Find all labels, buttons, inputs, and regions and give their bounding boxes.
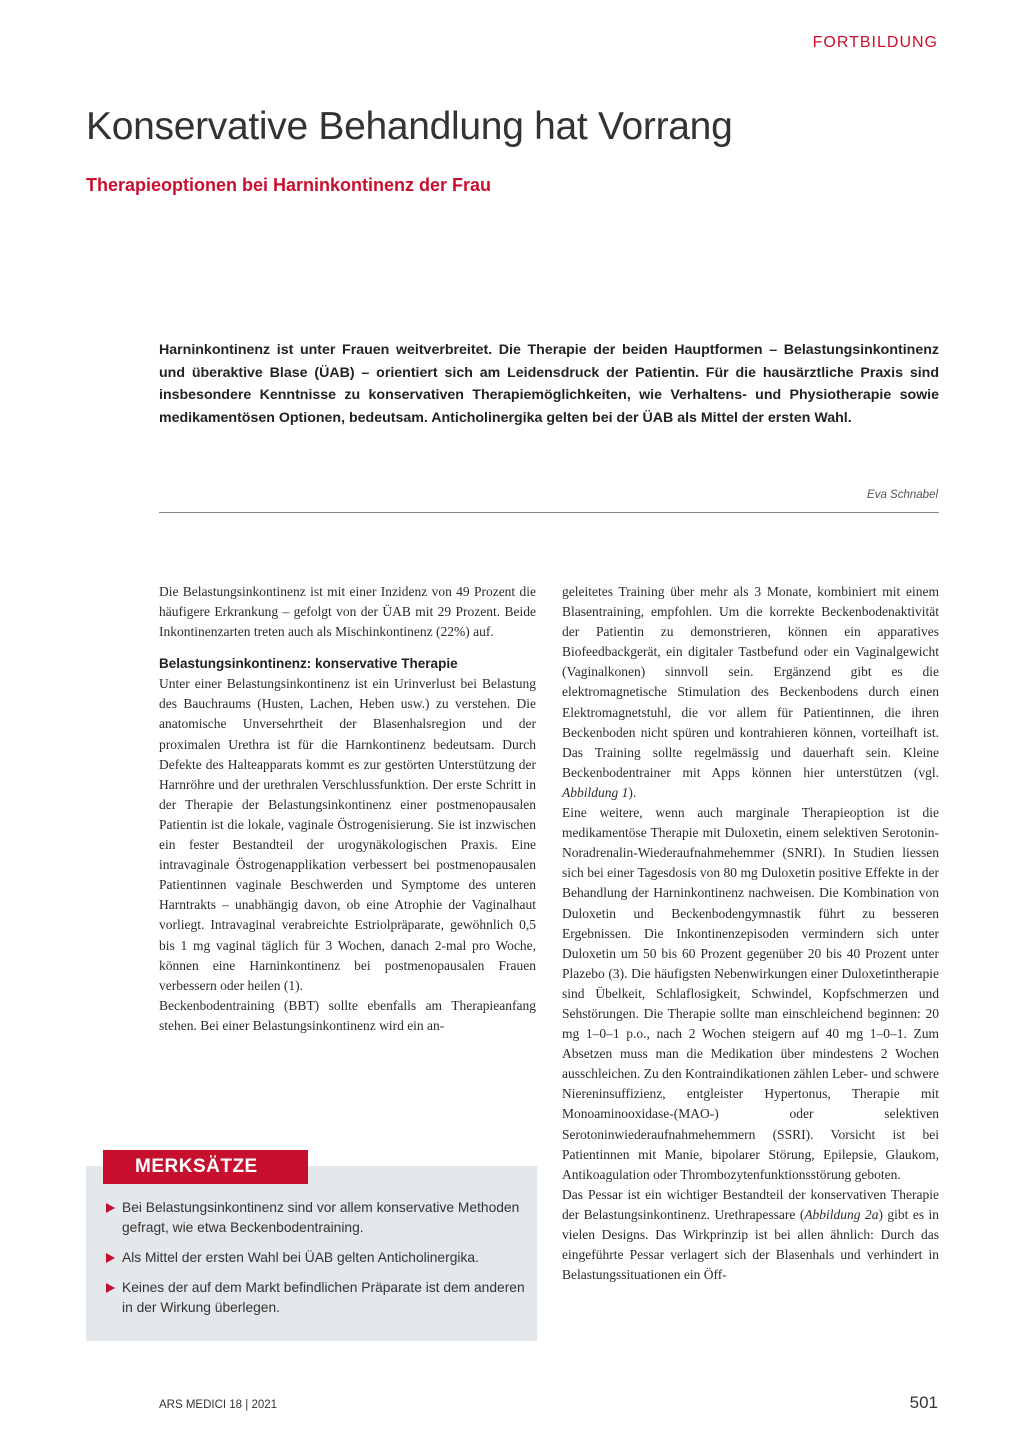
text-run: geleitetes Training über mehr als 3 Monate, kombiniert mit einem Blasentraining, empfohlen. Um die korrekte Beckenbodenaktivität der Patientin zu demonstrieren, können ein apparatives Biofeedbackgerät, ein digitaler Tastbefund oder ein Vaginalgewicht (Vaginalkonen) sinnvoll sein. Ergänzend gibt es die elektromagnetische Stimulation des Beckenbodens durch einen Elektromagnetstuhl, die vor allem für Patientinnen, die ihren Beckenboden nicht spüren und kontrahieren können, vorteilhaft ist. Das Training sollte regelmässig und dauerhaft sein. Kleine Beckenbodentrainer mit Apps können hier unterstützen (vgl. (562, 584, 939, 780)
text-run: Das Pessar ist ein wichtiger Bestandteil der konservativen Therapie der Belastungsinkontinenz. Urethrapessare ( (562, 1186, 939, 1222)
arrow-right-icon (106, 1253, 115, 1263)
divider-rule (159, 512, 939, 513)
body-paragraph: Beckenbodentraining (BBT) sollte ebenfalls am Therapieanfang stehen. Bei einer Belastungsinkontinenz wird ein an- (159, 997, 536, 1033)
arrow-right-icon (106, 1283, 115, 1293)
figure-reference[interactable]: Abbildung 1 (562, 784, 629, 800)
section-heading: Belastungsinkontinenz: konservative Therapie (159, 656, 458, 672)
article-subtitle: Therapieoptionen bei Harninkontinenz der Frau (86, 175, 492, 195)
list-item (106, 1248, 526, 1268)
intro-paragraph: Die Belastungsinkontinenz ist mit einer Inzidenz von 49 Prozent die häufigere Erkrankung – gefolgt von der ÜAB mit 29 Prozent. Beide Inkontinenzarten treten auch als Mischinkontinenz (22%) auf. (159, 584, 536, 640)
body-paragraph: Eine weitere, wenn auch marginale Therapieoption ist die medikamentöse Therapie mit Duloxetin, einem selektiven Serotonin-Noradrenalin-Wiederaufnahmehemmer (SNRI). In Studien liessen sich bei einer Tagesdosis von 80 mg Duloxetin positive Effekte in der Behandlung der Harninkontinenz nachweisen. Die Kombination von Duloxetin und Beckenbodengymnastik führt zu besseren Ergebnissen. Die Inkontinenzepisoden vermindern sich unter Duloxetin um 50 bis 60 Prozent gegenüber 20 bis 40 Prozent unter Plazebo (3). Die häufigsten Nebenwirkungen einer Duloxetintherapie sind Übelkeit, Schlaflosigkeit, Schwindel, Kopfschmerzen und Sehstörungen. Die Therapie sollte man einschleichend beginnen: 20 mg 1–0–1 p.o., nach 2 Wochen steigern auf 40 mg 1–0–1. Zum Absetzen muss man die Medikation über mindestens 2 Wochen ausschleichen. Zu den Kontraindikationen zählen Leber- und schwere Niereninsuffizienz, entgleister Hypertonus, Therapie mit Monoaminooxidase-(MAO-) oder selektiven Serotoninwiederaufnahmehemmern (SSRI). Vorsicht ist bei Patientinnen mit Manie, bipolarer Störung, Epilepsie, Glaukom, Antikoagulation oder Thrombozytenfunktionsstörung geboten. (562, 805, 939, 1182)
text-run: ). (628, 784, 637, 800)
body-paragraph: Unter einer Belastungsinkontinenz ist ein Urinverlust bei Belastung des Bauchraums (Husten, Lachen, Heben usw.) zu verstehen. Die anatomische Unversehrtheit der Blasenhalsregion und der proximalen Urethra ist für die Harnkontinenz bedeutsam. Durch Defekte des Halteapparats kommt es zur gestörten Unterstützung der Harnröhre und der urethralen Verschlussfunktion. Der erste Schritt in der Therapie der Belastungsinkontinenz einer postmenopausalen Patientin ist die lokale, vaginale Östrogenisierung. Sie ist inzwischen ein fester Bestandteil der urogynäkologischen Praxis. Eine intravaginale Östrogenapplikation verbessert bei postmenopausalen Patientinnen vaginale Beschwerden und Symptome des unteren Harntrakts – unabhängig davon, ob eine Atrophie der Vaginalhaut vorliegt. Intravaginal verabreichte Estriolpräparate, gewöhnlich 0,5 bis 1 mg vaginal täglich für 3 Wochen, danach 2-mal pro Woche, können eine Harninkontinenz bei postmenopausalen Frauen verbessern oder heilen (1). (159, 676, 536, 993)
journal-footer: ARS MEDICI 18 | 2021 (159, 1399, 278, 1411)
article-title: Konservative Behandlung hat Vorrang (86, 105, 733, 148)
author-name: Eva Schnabel (867, 489, 938, 501)
list-item (106, 1278, 526, 1318)
key-points-title: MERKSÄTZE (103, 1150, 308, 1184)
left-column (159, 582, 536, 1036)
key-points-box (86, 1166, 537, 1341)
body-paragraph (562, 582, 939, 803)
page-number: 501 (909, 1393, 938, 1412)
right-column (562, 582, 939, 1285)
list-item-text: Bei Belastungsinkontinenz sind vor allem konservative Methoden gefragt, wie etwa Beckenbodentraining. (122, 1200, 520, 1235)
section-label: FORTBILDUNG (812, 34, 938, 51)
figure-reference[interactable]: Abbildung 2a (804, 1206, 879, 1222)
text-run: ) gibt es in vielen Designs. Das Wirkprinzip ist bei allen ähnlich: Durch das eingeführte Pessar verlagert sich der Blasenhals und verhindert in Belastungssituationen ein Öff- (562, 1206, 939, 1283)
list-item-text: Keines der auf dem Markt befindlichen Präparate ist dem anderen in der Wirkung überlegen. (122, 1280, 525, 1315)
body-paragraph (562, 1185, 939, 1285)
list-item-text: Als Mittel der ersten Wahl bei ÜAB gelten Anticholinergika. (122, 1250, 479, 1265)
lead-paragraph: Harninkontinenz ist unter Frauen weitverbreitet. Die Therapie der beiden Hauptformen – Belastungsinkontinenz und überaktive Blase (ÜAB) – orientiert sich am Leidensdruck der Patientin. Für die hausärztliche Praxis sind insbesondere Kenntnisse zu konservativen Therapiemöglichkeiten, wie Verhaltens- und Physiotherapie sowie medikamentösen Optionen, bedeutsam. Anticholinergika gelten bei der ÜAB als Mittel der ersten Wahl. (159, 342, 939, 426)
key-points-list (106, 1198, 526, 1328)
arrow-right-icon (106, 1203, 115, 1213)
list-item (106, 1198, 526, 1238)
